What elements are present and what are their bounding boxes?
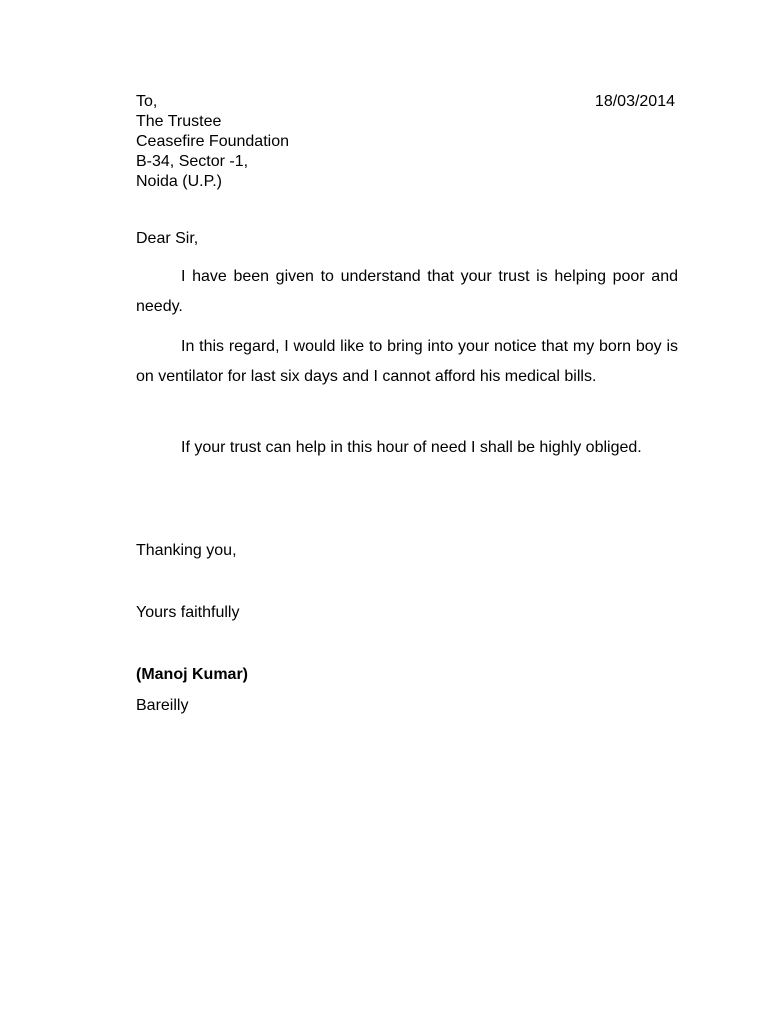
body-paragraph-3: If your trust can help in this hour of need I shall be highly obliged. [181, 439, 642, 456]
body-paragraph-2: In this regard, I would like to bring into your notice that my born boy is on ventilator for last six days and I cannot afford his medical bills. [136, 338, 678, 385]
recipient-city-state: Noida (U.P.) [136, 173, 222, 190]
sender-name: (Manoj Kumar) [136, 666, 248, 683]
letter-date: 18/03/2014 [594, 93, 675, 110]
recipient-title: The Trustee [136, 113, 222, 130]
recipient-organization: Ceasefire Foundation [136, 133, 289, 150]
sender-city: Bareilly [136, 697, 189, 714]
recipient-address-line: B-34, Sector -1, [136, 153, 249, 170]
closing-sign-off: Yours faithfully [136, 604, 240, 621]
address-to: To, [136, 93, 158, 110]
salutation: Dear Sir, [136, 230, 199, 247]
closing-thanks: Thanking you, [136, 542, 237, 559]
recipient-address [136, 92, 289, 192]
body-paragraph-1: I have been given to understand that your trust is helping poor and needy. [136, 268, 678, 315]
